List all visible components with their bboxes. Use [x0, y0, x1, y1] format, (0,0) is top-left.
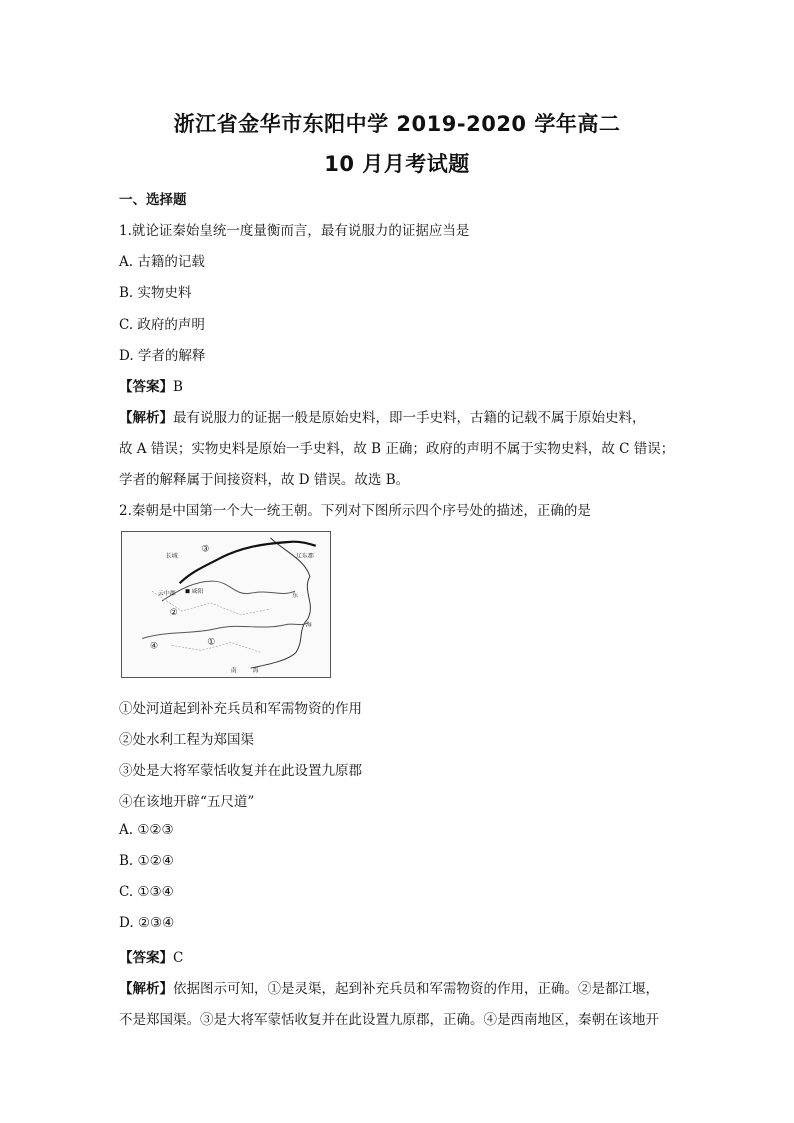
- q1-option-c: C. 政府的声明: [119, 317, 205, 333]
- map-label-xianyang: 咸阳: [191, 589, 204, 596]
- map-drawing: [122, 532, 330, 677]
- q2-option-b: B. ①②④: [119, 853, 174, 869]
- map-label-hai2: 海: [252, 668, 259, 675]
- q2-option-a: A. ①②③: [119, 822, 174, 838]
- map-marker-4: ④: [150, 641, 159, 652]
- great-wall-line: [180, 542, 316, 584]
- q2-option-c: C. ①③④: [119, 884, 174, 900]
- q2-answer-value: C: [173, 950, 184, 966]
- q2-analysis-tag: 【解析】: [119, 981, 173, 997]
- q2-statement-1: ①处河道起到补充兵员和军需物资的作用: [119, 701, 362, 717]
- map-label-nan: 南: [230, 668, 237, 675]
- q2-analysis-text1: 依据图示可知，①是灵渠，起到补充兵员和军需物资的作用，正确。②是都江堰，: [173, 981, 659, 997]
- q2-option-d: D. ②③④: [119, 915, 175, 931]
- capital-marker: [186, 589, 190, 593]
- map-label-dong: 东: [292, 593, 299, 600]
- yellow-river: [162, 581, 295, 601]
- q2-statement-3: ③处是大将军蒙恬收复并在此设置九原郡: [119, 763, 362, 779]
- map-marker-2: ②: [169, 607, 178, 618]
- q1-analysis-tag: 【解析】: [119, 410, 173, 426]
- q1-analysis-line1: [119, 406, 646, 426]
- q1-analysis-line2: 故 A 错误；实物史料是原始一手史料，故 B 正确；政府的声明不属于实物史料，故 C 错误；: [119, 441, 675, 457]
- q1-answer: [119, 375, 183, 395]
- map-marker-3: ③: [201, 544, 210, 555]
- q1-answer-tag: 【答案】: [119, 379, 173, 395]
- q2-answer-tag: 【答案】: [119, 950, 173, 966]
- q1-analysis-text1: 最有说服力的证据一般是原始史料，即一手史料，古籍的记载不属于原始史料，: [173, 410, 646, 426]
- q2-answer: [119, 946, 183, 966]
- q2-analysis-line2: 不是郑国渠。③是大将军蒙恬收复并在此设置九原郡，正确。④是西南地区，秦朝在该地开: [119, 1012, 659, 1028]
- document-title-line2: 10 月月考试题: [324, 152, 470, 176]
- q2-stem: 2.秦朝是中国第一个大一统王朝。下列对下图所示四个序号处的描述，正确的是: [119, 503, 591, 519]
- document-title-line1: 浙江省金华市东阳中学 2019-2020 学年高二: [173, 112, 621, 136]
- q2-statement-2: ②处水利工程为郑国渠: [119, 732, 254, 748]
- q1-stem: 1.就论证秦始皇统一度量衡而言，最有说服力的证据应当是: [119, 223, 470, 239]
- map-label-great-wall: 长城: [165, 553, 178, 560]
- q1-answer-value: B: [173, 379, 183, 395]
- yangtze-river: [142, 623, 308, 639]
- map-marker-1: ①: [207, 637, 216, 648]
- map-label-yunzhong: 云中郡: [157, 591, 176, 598]
- map-label-hai: 海: [305, 622, 312, 629]
- q2-statement-4: ④在该地开辟“五尺道”: [119, 794, 255, 810]
- q2-analysis-line1: [119, 977, 659, 997]
- q1-analysis-line3: 学者的解释属于间接资料，故 D 错误。故选 B。: [119, 472, 410, 488]
- q1-option-b: B. 实物史料: [119, 285, 192, 301]
- qin-dynasty-map: [121, 531, 331, 678]
- section-heading: 一、选择题: [119, 192, 187, 208]
- q1-option-d: D. 学者的解释: [119, 348, 206, 364]
- q1-option-a: A. 古籍的记载: [119, 254, 205, 270]
- map-label-liaodong: 辽东郡: [296, 553, 314, 560]
